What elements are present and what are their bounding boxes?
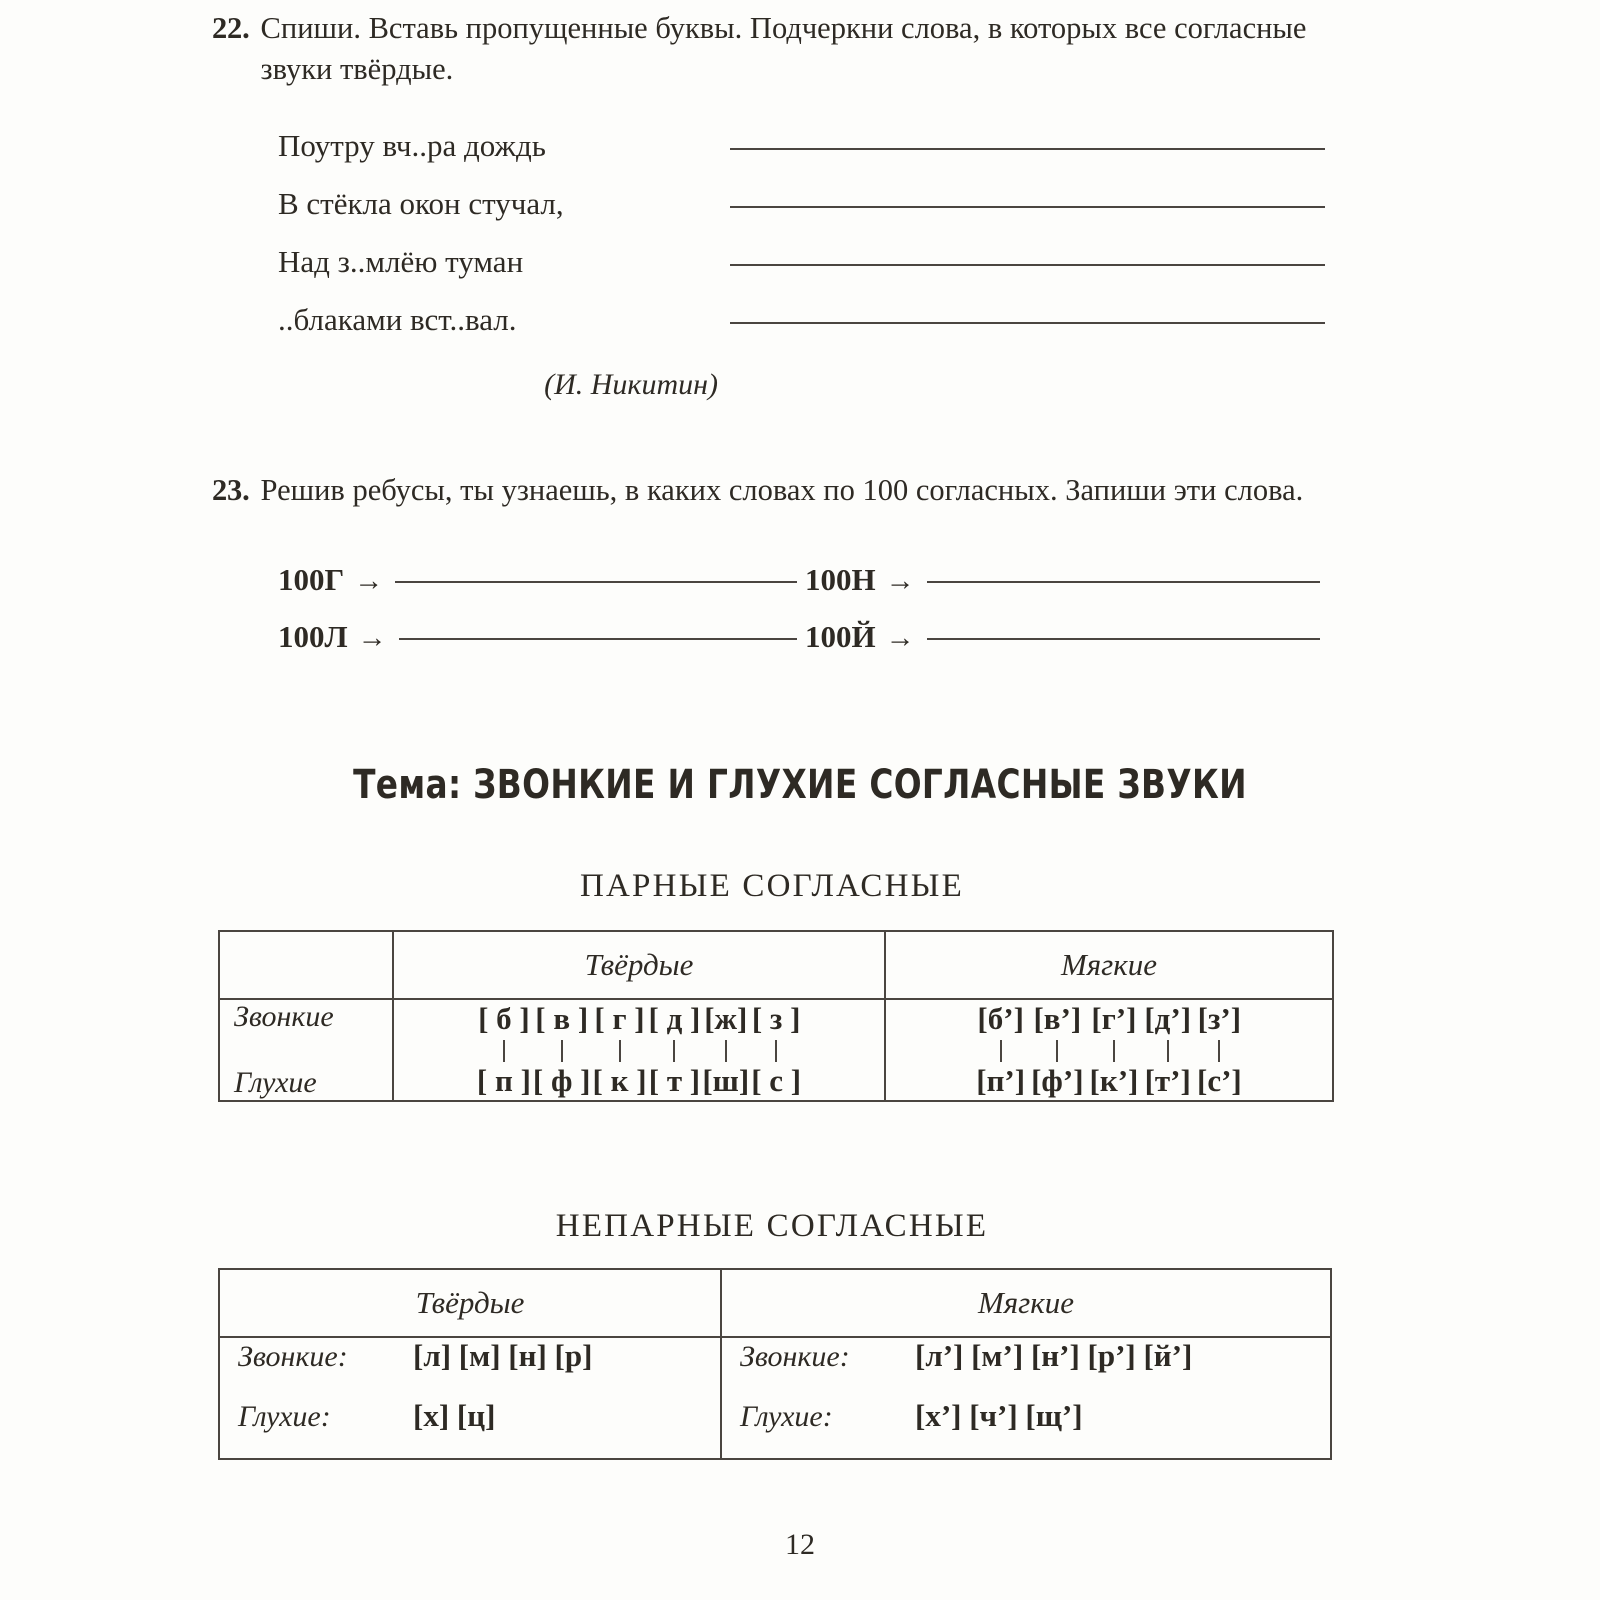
unpaired-soft-voiceless bbox=[722, 1398, 1330, 1458]
unpaired-table-caption: НЕПАРНЫЕ СОГЛАСНЫЕ bbox=[555, 1208, 989, 1244]
phoneme-voiced: [ж] bbox=[704, 1000, 748, 1036]
phoneme-voiceless: [ п ] bbox=[476, 1062, 531, 1098]
phoneme-voiceless: [с’] bbox=[1197, 1062, 1242, 1098]
arrow-icon: → bbox=[357, 622, 387, 654]
arrow-icon: → bbox=[885, 565, 915, 597]
exercise-22 bbox=[212, 8, 1332, 89]
table-row bbox=[219, 1337, 1331, 1459]
phoneme-voiceless: [ с ] bbox=[751, 1062, 802, 1098]
exercise-23-number: 23. bbox=[212, 473, 250, 507]
answer-line[interactable] bbox=[730, 264, 1325, 266]
paired-consonants-table bbox=[218, 930, 1334, 1102]
phoneme-voiceless: [п’] bbox=[976, 1062, 1026, 1098]
answer-line[interactable] bbox=[395, 581, 797, 583]
poem-line: В стёкла окон стучал, bbox=[278, 186, 564, 221]
pair-connector bbox=[1000, 1040, 1002, 1062]
consonant-pair bbox=[648, 1000, 701, 1098]
answer-line[interactable] bbox=[730, 206, 1325, 208]
exercise-22-number: 22. bbox=[212, 11, 250, 45]
phoneme-voiced: [в’] bbox=[1033, 1000, 1082, 1036]
rebus-label: 100Й bbox=[805, 619, 876, 654]
pair-connector bbox=[619, 1040, 621, 1062]
unpaired-soft-cell bbox=[721, 1337, 1331, 1459]
table-header-row bbox=[219, 1269, 1331, 1337]
row-label-voiced: Звонкие: bbox=[740, 1340, 850, 1373]
phoneme-voiced: [г’] bbox=[1091, 1000, 1137, 1036]
unpaired-hard-voiceless bbox=[220, 1398, 720, 1458]
arrow-icon: → bbox=[885, 622, 915, 654]
phoneme-voiceless: [т’] bbox=[1144, 1062, 1191, 1098]
phoneme-voiced: [ з ] bbox=[751, 1000, 801, 1036]
exercise-22-instruction: Спиши. Вставь пропущенные буквы. Подчеркни слова, в которых все согласные звуки твёрдые. bbox=[260, 11, 1307, 86]
pair-connector bbox=[503, 1040, 505, 1062]
rebus-label: 100Н bbox=[805, 562, 876, 597]
rebus-item bbox=[805, 562, 1328, 598]
hard-pairs-strip bbox=[394, 1000, 884, 1098]
column-header-soft: Мягкие bbox=[885, 931, 1333, 999]
phoneme-voiced: [з’] bbox=[1197, 1000, 1242, 1036]
arrow-icon: → bbox=[354, 565, 384, 597]
phoneme-list: [х] [ц] bbox=[413, 1398, 496, 1433]
poem-row bbox=[278, 244, 1328, 302]
exercise-23 bbox=[212, 470, 1332, 511]
consonant-pair bbox=[976, 1000, 1026, 1098]
poem-line: Над з..млёю туман bbox=[278, 244, 524, 279]
consonant-pair bbox=[1144, 1000, 1192, 1098]
row-label-voiced: Звонкие: bbox=[238, 1340, 348, 1373]
unpaired-hard-cell bbox=[219, 1337, 721, 1459]
phoneme-voiced: [д’] bbox=[1144, 1000, 1192, 1036]
pair-connector bbox=[1218, 1040, 1220, 1062]
consonant-pair bbox=[476, 1000, 531, 1098]
row-label-voiced: Звонкие bbox=[234, 1000, 334, 1033]
exercise-23-instruction: Решив ребусы, ты узнаешь, в каких словах по 100 согласных. Запиши эти слова. bbox=[260, 473, 1304, 507]
soft-pairs-strip bbox=[886, 1000, 1332, 1098]
pair-connector bbox=[725, 1040, 727, 1062]
rebus-item bbox=[278, 562, 805, 598]
soft-pairs-cell bbox=[885, 999, 1333, 1101]
phoneme-voiced: [ д ] bbox=[648, 1000, 701, 1036]
rebus-row bbox=[278, 562, 1328, 619]
phoneme-voiced: [б’] bbox=[977, 1000, 1024, 1036]
poem-line: Поутру вч..ра дождь bbox=[278, 128, 546, 163]
phoneme-voiceless: [ш] bbox=[702, 1062, 750, 1098]
phoneme-voiceless: [к’] bbox=[1089, 1062, 1139, 1098]
phoneme-voiced: [ г ] bbox=[594, 1000, 645, 1036]
rebus-label: 100Л bbox=[278, 619, 348, 654]
pair-connector bbox=[775, 1040, 777, 1062]
phoneme-voiceless: [ф’] bbox=[1031, 1062, 1084, 1098]
column-header-hard: Твёрдые bbox=[219, 1269, 721, 1337]
row-label-voiceless: Глухие: bbox=[740, 1400, 833, 1433]
consonant-pair bbox=[1031, 1000, 1084, 1098]
poem-line: ..блаками вст..вал. bbox=[278, 302, 517, 337]
rebus-item bbox=[805, 619, 1328, 655]
rebus-row bbox=[278, 619, 1328, 676]
pair-connector bbox=[1167, 1040, 1169, 1062]
phoneme-list: [л’] [м’] [н’] [р’] [й’] bbox=[915, 1338, 1193, 1373]
poem-row bbox=[278, 302, 1328, 360]
paired-table-caption: ПАРНЫЕ СОГЛАСНЫЕ bbox=[579, 868, 965, 904]
row-label-voiceless: Глухие: bbox=[238, 1400, 331, 1433]
exercise-23-heading bbox=[212, 470, 1332, 511]
rebus-label: 100Г bbox=[278, 562, 345, 597]
consonant-pair bbox=[1197, 1000, 1242, 1098]
rebus-block bbox=[278, 562, 1328, 676]
answer-line[interactable] bbox=[730, 322, 1325, 324]
phoneme-voiceless: [ т ] bbox=[648, 1062, 701, 1098]
pair-connector bbox=[1056, 1040, 1058, 1062]
theme-prefix: Тема: bbox=[353, 762, 474, 808]
pair-connector bbox=[561, 1040, 563, 1062]
consonant-pair bbox=[751, 1000, 802, 1098]
corner-cell bbox=[219, 931, 393, 999]
phoneme-voiced: [ в ] bbox=[535, 1000, 589, 1036]
row-label-voiceless: Глухие bbox=[234, 1066, 317, 1099]
exercise-22-heading bbox=[212, 8, 1332, 89]
answer-line[interactable] bbox=[927, 638, 1320, 640]
row-label-cell bbox=[219, 999, 393, 1101]
answer-line[interactable] bbox=[927, 581, 1320, 583]
consonant-pair bbox=[1089, 1000, 1139, 1098]
unpaired-consonants-table bbox=[218, 1268, 1332, 1460]
table-header-row bbox=[219, 931, 1333, 999]
unpaired-hard-voiced bbox=[220, 1338, 720, 1398]
page-number: 12 bbox=[785, 1528, 815, 1561]
phoneme-voiceless: [ к ] bbox=[592, 1062, 647, 1098]
hard-pairs-cell bbox=[393, 999, 885, 1101]
poem-block bbox=[278, 128, 1328, 402]
poem-row bbox=[278, 128, 1328, 186]
poem-author: (И. Никитин) bbox=[544, 368, 718, 401]
consonant-pair bbox=[702, 1000, 750, 1098]
poem-row bbox=[278, 186, 1328, 244]
consonant-pair bbox=[532, 1000, 591, 1098]
rebus-item bbox=[278, 619, 805, 655]
phoneme-voiceless: [ ф ] bbox=[532, 1062, 591, 1098]
phoneme-list: [х’] [ч’] [щ’] bbox=[915, 1398, 1083, 1433]
pair-connector bbox=[1113, 1040, 1115, 1062]
answer-line[interactable] bbox=[399, 638, 797, 640]
table-row bbox=[219, 999, 1333, 1101]
phoneme-list: [л] [м] [н] [р] bbox=[413, 1338, 593, 1373]
column-header-soft: Мягкие bbox=[721, 1269, 1331, 1337]
theme-title: ЗВОНКИЕ И ГЛУХИЕ СОГЛАСНЫЕ ЗВУКИ bbox=[473, 762, 1247, 808]
answer-line[interactable] bbox=[730, 148, 1325, 150]
pair-connector bbox=[673, 1040, 675, 1062]
phoneme-voiced: [ б ] bbox=[478, 1000, 530, 1036]
theme-heading bbox=[144, 762, 1456, 808]
consonant-pair bbox=[592, 1000, 647, 1098]
column-header-hard: Твёрдые bbox=[393, 931, 885, 999]
unpaired-soft-voiced bbox=[722, 1338, 1330, 1398]
